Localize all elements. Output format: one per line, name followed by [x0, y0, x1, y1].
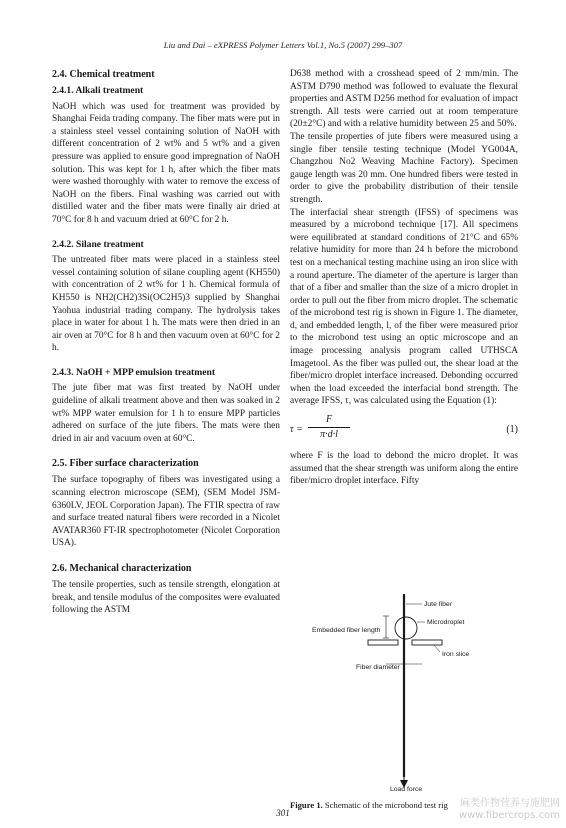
microbond-schematic	[290, 592, 518, 792]
equation-fraction	[308, 414, 350, 441]
paragraph: The tensile properties, such as tensile strength, elongation at break, and tensile modulus of the composites were evaluated following the ASTM	[52, 580, 280, 616]
watermark	[459, 798, 560, 822]
equation-lhs: τ =	[290, 424, 303, 436]
subsection-title: 2.4.1. Alkali treatment	[52, 85, 144, 96]
label-embedded-length: Embedded fiber length	[312, 627, 381, 634]
label-load-force: Load force	[390, 786, 423, 792]
paragraph: where F is the load to debond the micro droplet. It was assumed that the shear strength was uniform along the entire fiber/micro droplet interface. Fifty	[290, 451, 518, 487]
paragraph: The jute fiber mat was first treated by NaOH under guideline of alkali treatment above and then was soaked in 2 wt% MPP water emulsion for 1 h to ensure MPP particles adhered on surface of the jute fibers. The mats were then dried in air and vacuum oven at 60°C.	[52, 383, 280, 444]
equation-denominator: π·d·l	[320, 429, 338, 441]
subsection-title: 2.4.3. NaOH + MPP emulsion treatment	[52, 366, 216, 378]
page-number: 301	[276, 808, 290, 818]
paragraph: The untreated fiber mats were placed in a stainless steel vessel containing solution of silane coupling agent (KH550) with concentration of 2 wt% for 1 h. Chemical formula of KH550 is NH2(CH2)3Si(OC2H5)3 supplied by Shanghai Yaohua industrial trading company. The hydrolysis takes place in water for about 1 h. The mats were then dried in an air oven at 70°C for 8 h and then vacuum oven at 60°C for 2 h.	[52, 255, 280, 354]
figure-caption-text: Schematic of the microbond test rig	[322, 800, 448, 810]
paragraph: NaOH which was used for treatment was provided by Shanghai Feida trading company. The fiber mats were put in a stainless steel vessel containing solution of NaOH with different concentration of 2 wt% and 5 wt% and a given pressure was applied to ensure good impregnation of NaOH solution. This was kept for 1 h, after which the fiber mats were washed thoroughly with water to remove the excess of NaOH on the fibers. Final washing was carried out with distilled water and the fiber mats were finally air dried at 70°C for 8 h and vacuum dried at 60°C for 2 h.	[52, 101, 280, 225]
iron-slice-right	[412, 640, 442, 645]
watermark-line-1: 麻类作物营养与施肥网	[460, 798, 560, 809]
fraction-bar	[308, 427, 350, 428]
label-iron-slice: Iron slice	[442, 651, 470, 658]
right-column	[290, 68, 518, 488]
paragraph: The surface topography of fibers was investigated using a scanning electron microscope (SEM), (SEM Model JSM-6360LV, JEOL Corporation Japan). The FTIR spectra of raw and surface treated natural fibers were recorded in a Nicolet AVATAR360 FT-IR spectrophotometer (Nicolet Corporation USA).	[52, 475, 280, 549]
label-microdroplet: Microdroplet	[427, 619, 465, 626]
microdroplet-shape	[395, 617, 417, 639]
label-fiber-diameter: Fiber diameter	[356, 664, 400, 671]
watermark-line-2: www.fibercrops.com	[458, 810, 560, 821]
section-title: 2.5. Fiber surface characterization	[52, 458, 199, 470]
equation-1	[290, 414, 518, 446]
iron-slice-left	[368, 640, 398, 645]
paragraph: The interfacial shear strength (IFSS) of specimens was measured by a microbond technique [17]. All specimens were equilibrated at standard conditions of 21°C and 65% relative humidity for more than 24 h before the microbond test on a mechanical testing machine using an iron slice with a round aperture. The diameter of the aperture is larger than that of a fiber and smaller than the size of a micro droplet in order to pull out the fiber from micro droplet. The schematic of the microbond test rig is shown in Figure 1. The diameter, d, and embedded length, l, of the fiber were measured prior to the microbond test using an optic microscope and an image processing analysis program called UTHSCA Imagetool. As the fiber was pulled out, the shear load at the fiber/micro droplet interface increased. Debonding occurred when the load exceeded the interfacial bond strength. The average IFSS, τ, was calculated using the Equation (1):	[290, 207, 518, 407]
subsection-title: 2.4.2. Silane treatment	[52, 238, 144, 250]
paragraph: The tensile properties of jute fibers were measured using a single fiber tensile testing technique (Model YG004A, Changzhou No2 Weaving Machine Factory). Specimen gauge length was 20 mm. One hundred fibers were tested in order to give the probability distribution of their tensile strength.	[290, 131, 518, 205]
label-jute-fiber: Jute fiber	[424, 601, 452, 608]
left-column	[52, 68, 280, 617]
paragraph: D638 method with a crosshead speed of 2 mm/min. The ASTM D790 method was followed to evaluate the flexural properties and ASTM D256 method for evaluation of impact strength. All tests were carried out at room temperature (20±2°C) and with a relative humidity between 25 and 50%.	[290, 69, 518, 130]
section-title: 2.4. Chemical treatment	[52, 69, 155, 80]
running-head: Liu and Dai – eXPRESS Polymer Letters Vol.1, No.5 (2007) 299–307	[163, 40, 403, 50]
section-title: 2.6. Mechanical characterization	[52, 563, 192, 574]
figure-caption-label: Figure 1.	[290, 800, 323, 810]
equation-numerator: F	[325, 414, 333, 426]
equation-number: (1)	[506, 424, 518, 436]
